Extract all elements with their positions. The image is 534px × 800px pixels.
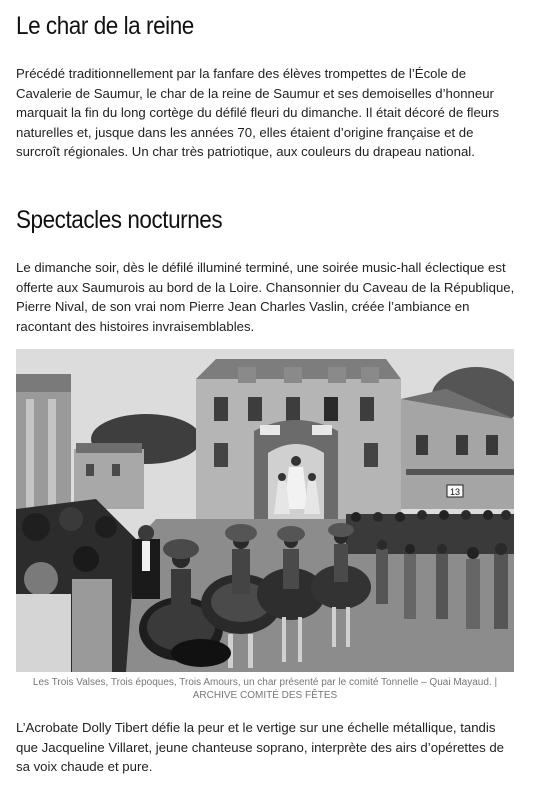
- section-title-char-de-la-reine: Le char de la reine: [16, 12, 194, 40]
- section-title-spectacles-nocturnes: Spectacles nocturnes: [16, 206, 223, 234]
- photo-caption: Les Trois Valses, Trois époques, Trois Amours, un char présenté par le comité Tonnelle – Quai Mayaud. | ARCHIVE COMITÉ DES FÊTES: [32, 677, 498, 701]
- parade-photo: [16, 349, 514, 672]
- paragraph-char-de-la-reine: Précédé traditionnellement par la fanfare des élèves trompettes de l’École de Cavalerie de Saumur, le char de la reine de Saumur et ses demoiselles d’honneur marquait la fin du long cortège du défilé fleuri du dimanche. Il était décoré de fleurs naturelles et, jusque dans les années 70, elles étaient d’origine française et de surcroît régionales. Un char très patriotique, aux couleurs du drapeau national.: [16, 66, 500, 160]
- street-number-sign: 13: [449, 487, 461, 497]
- paragraph-acrobate: L’Acrobate Dolly Tibert défie la peur et le vertige sur une échelle métallique, tandis que Jacqueline Villaret, jeune chanteuse soprano, interprète des airs d’opérettes de sa voix chaude et pure.: [16, 720, 505, 775]
- paragraph-spectacles-nocturnes: Le dimanche soir, dès le défilé illuminé terminé, une soirée music-hall éclectique est offerte aux Saumurois au bord de la Loire. Chansonnier du Caveau de la République, Pierre Nival, de son vrai nom Pierre Jean Charles Vaslin, créée l’ambiance en racontant des histoires invraisemblables.: [16, 260, 515, 334]
